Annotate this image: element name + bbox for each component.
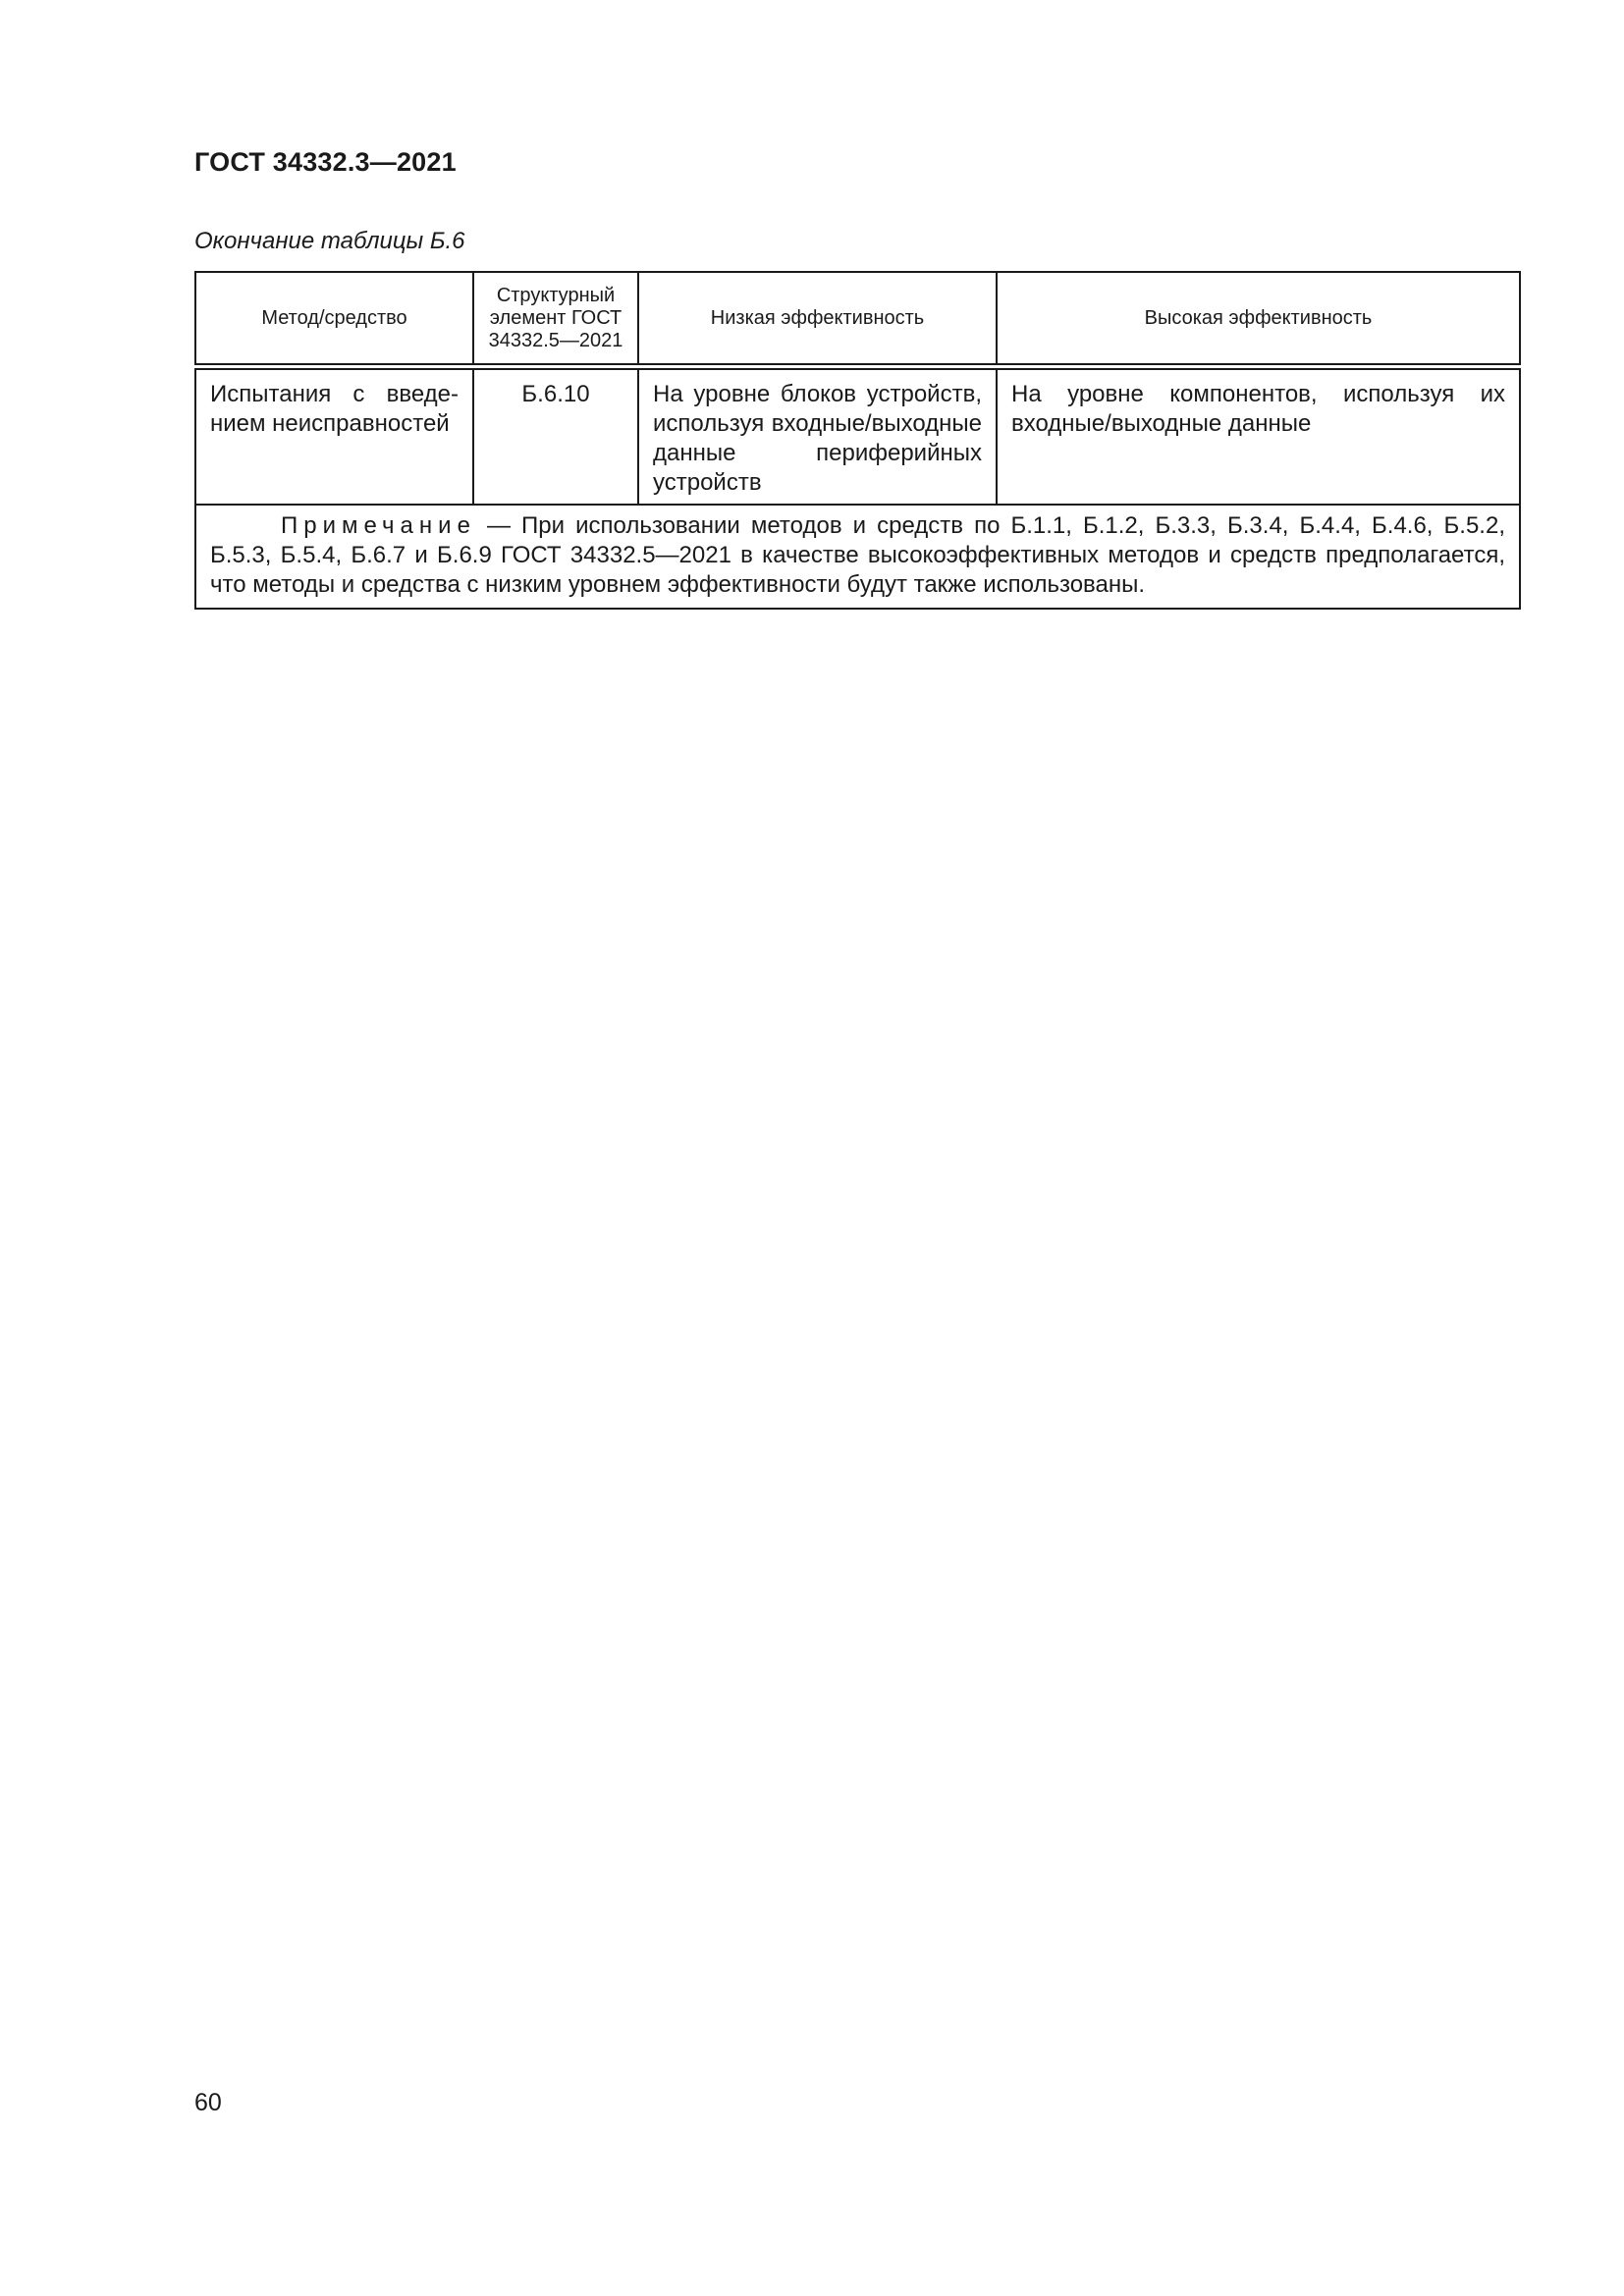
column-header-low: Низкая эффективность [638, 272, 997, 367]
cell-method: Испытания с введением неисправностей [195, 367, 473, 506]
column-header-element: Структурный элемент ГОСТ 34332.5—2021 [473, 272, 638, 367]
table-row [195, 367, 1520, 506]
cell-element: Б.6.10 [473, 367, 638, 506]
note-label: Примечание [281, 512, 476, 539]
table-note [195, 505, 1520, 609]
table-header-row [195, 272, 1520, 367]
document-header: ГОСТ 34332.3—2021 [194, 147, 457, 177]
table-caption: Окончание таблицы Б.6 [194, 228, 465, 254]
cell-low-efficiency: На уровне блоков устройств, используя входные/выходные данные периферийных устройств [638, 367, 997, 506]
table-note-row [195, 505, 1520, 609]
note-text: — При использовании методов и средств по Б.1.1, Б.1.2, Б.3.3, Б.3.4, Б.4.4, Б.4.6, Б.5.2, Б.5.3, Б.5.4, Б.6.7 и Б.6.9 ГОСТ 34332.5—2021 в качестве высокоэффективных методов и средств предполагается, что методы и средства с низким уровнем эффективности будут также использованы. [210, 512, 1505, 598]
column-header-high: Высокая эффективность [997, 272, 1520, 367]
column-header-method: Метод/средство [195, 272, 473, 367]
methods-table [194, 271, 1521, 610]
cell-high-efficiency: На уровне компонентов, используя их входные/выходные данные [997, 367, 1520, 506]
page-number: 60 [194, 2089, 222, 2116]
